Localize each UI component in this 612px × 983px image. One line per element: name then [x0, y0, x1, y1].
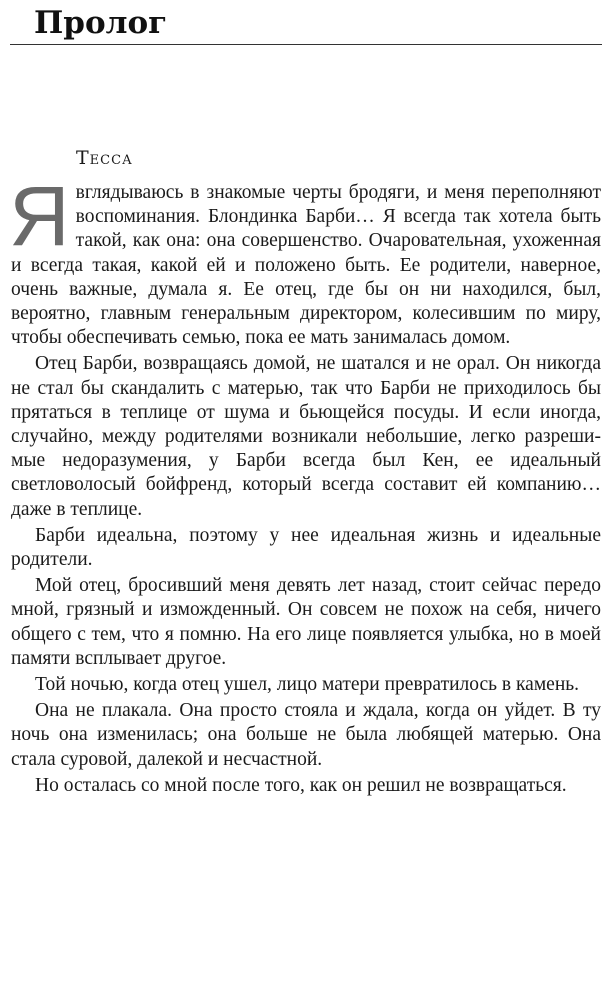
drop-cap: Я: [9, 169, 70, 263]
chapter-title: Пролог: [34, 5, 168, 41]
paragraph-3: Барби идеальна, поэтому у нее идеальная жизнь и идеальные родители.: [11, 524, 601, 571]
paragraph-6: Она не плакала. Она просто стояла и ждала, когда он уйдет. В ту ночь она изменилась; она больше не была любящей матерью. Она стала суровой, далекой и несчастной.: [11, 700, 601, 770]
narrator-heading: Тесса: [76, 147, 133, 169]
paragraph-1-text: вглядываюсь в знакомые черты бродяги, и меня переполняют воспоминания. Блондинка Барби… Я всегда так хотела быть такой, как она: она совершенство. Очаровательная, ухоженная и всегда такая, какой ей и положено быть. Ее родители, наверное, очень важные, думала я. Ее отец, где бы он ни находился, был, вероятно, главным генеральным директором, колесившим по миру, чтобы обеспечивать семью, пока ее мать занималась домом.: [11, 182, 601, 349]
body-text: [9, 169, 601, 800]
paragraph-5: Той ночью, когда отец ушел, лицо матери превратилось в камень.: [35, 674, 580, 696]
paragraph-1: [9, 169, 601, 350]
paragraph-2: Отец Барби, возвращаясь домой, не шатался и не орал. Он никогда не стал бы скандалить с матерью, так что Барби не приходилось бы прятаться в теплице от шума и бьющейся посуды. И если иногда, случайно, между родителями возникали небольшие, легко разрешимые недоразумения, у Барби всегда был Кен, ее идеальный светловолосый бойфренд, который всегда составит ей компанию… даже в теплице.: [11, 353, 601, 520]
paragraph-7: Но осталась со мной после того, как он решил не возвращаться.: [35, 774, 567, 796]
paragraph-4: Мой отец, бросивший меня девять лет назад, стоит сейчас передо мной, грязный и изможденный. Он совсем не похож на себя, ничего общего с тем, что я помню. На его лице появляется улыбка, но в моей памяти всплывает другое.: [11, 575, 601, 669]
title-rule: [10, 44, 602, 45]
